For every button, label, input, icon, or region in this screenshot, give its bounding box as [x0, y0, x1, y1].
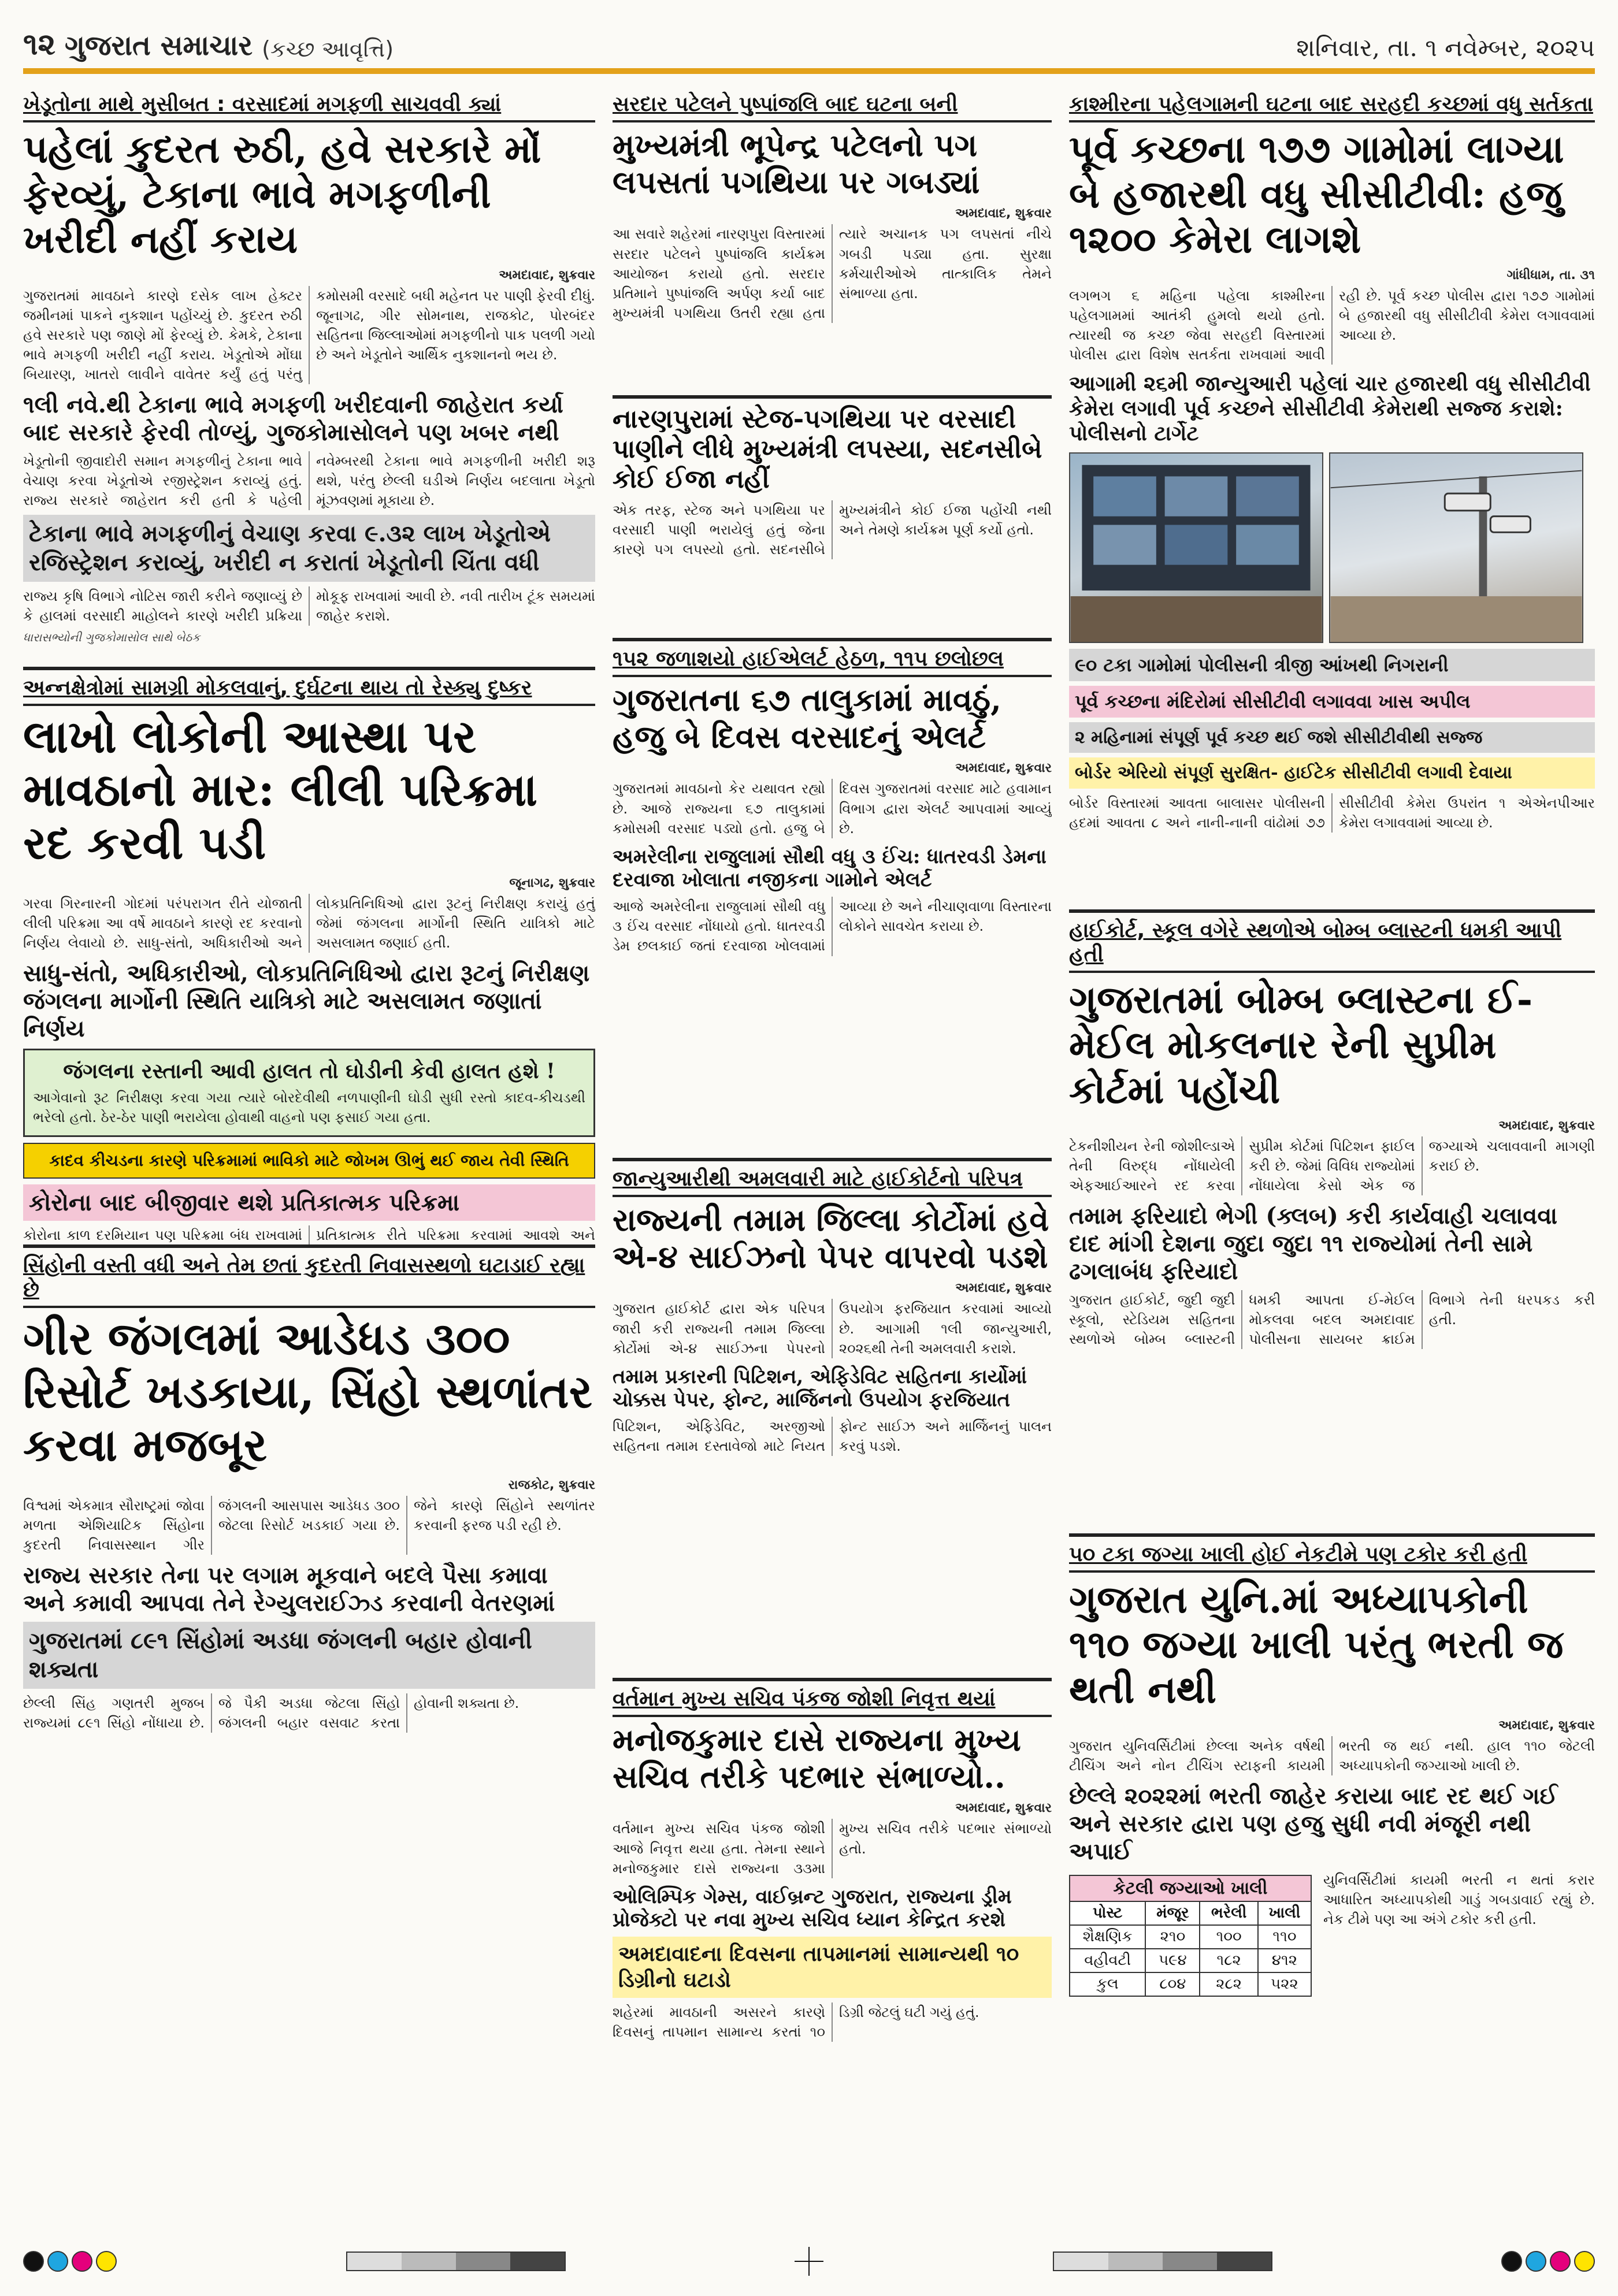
- story-subhead: ૧લી નવે.થી ટેકાના ભાવે મગફળી ખરીદવાની જાહેરાત કર્યા બાદ સરકારે ફેરવી તોળ્યું, ગુજકોમાસોલને પણ ખબર નથી: [23, 391, 563, 447]
- story-kicker: વર્તમાન મુખ્ય સચિવ પંકજ જોશી નિવૃત્ત થયાં: [613, 1687, 1052, 1717]
- monitor-wall-illustration: [1070, 454, 1322, 642]
- story-body: ગુજરાત હાઈકોર્ટ દ્વારા એક પરિપત્ર જારી કરી રાજ્યની તમામ જિલ્લા કોર્ટોમાં એ-૪ સાઈઝના પેપરનો ઉપયોગ ફરજિયાત કરવામાં આવ્યો છે. આગામી ૧લી જાન્યુઆરી, ૨૦૨૬થી તેની અમલવારી કરાશે.: [613, 1301, 1052, 1357]
- story-headline: પૂર્વ કચ્છના ૧૭૭ ગામોમાં લાગ્યા બે હજારથી વધુ સીસીટીવી: હજુ ૧૨૦૦ કેમેરા લાગશે: [1069, 127, 1564, 262]
- table-row: [1070, 1972, 1311, 1996]
- black-dot: [23, 2251, 44, 2272]
- story-subhead: આગામી ૨૬મી જાન્યુઆરી પહેલાં ચાર હજારથી વધુ સીસીટીવી કેમેરા લગાવી પૂર્વ કચ્છને સીસીટીવી કેમેરાથી સજ્જ કરાશે: પોલીસનો ટાર્ગેટ: [1069, 371, 1591, 446]
- story-body: ગુજરાતમાં માવઠાને કારણે દસેક લાખ હેક્ટર જમીનમાં પાકને નુકશાન પહોંચ્યું છે. કુદરત રુઠી હવે સરકારે પણ જાણે મોં ફેરવ્યું છે. કેમકે, ટેકાના ભાવે મગફળી ખરીદી નહીં કરાય. ખેડૂતોએ મોંઘા બિયારણ, ખાતરો લાવીને વાવેતર કર્યું હતું પરંતુ કમોસમી વરસાદે બધી મહેનત પર પાણી ફેરવી દીધું. જૂનાગઢ, ગીર સોમનાથ, રાજકોટ, પોરબંદર સહિતના જિલ્લાઓમાં મગફળીનો પાક પલળી ગયો છે અને ખેડૂતોને આર્થિક નુકશાનનો ભય છે.: [23, 287, 595, 382]
- story-kicker: સરદાર પટેલને પુષ્પાંજલિ બાદ ઘટના બની: [613, 92, 1052, 122]
- story-subhead: છેલ્લે ૨૦૨૨માં ભરતી જાહેર કરાયા બાદ રદ થઈ ગઈ અને સરકાર દ્વારા પણ હજુ સુધી નવી મંજૂરી નથી અપાઈ: [1069, 1782, 1558, 1865]
- magenta-dot: [72, 2251, 92, 2272]
- story-subhead: તમામ ફરિયાદો ભેગી (ક્લબ) કરી કાર્યવાહી ચલાવવા દાદ માંગી દેશના જુદા જુદા ૧૧ રાજ્યોમાં તેની સામે ઢગલાબંધ ફરિયાદો: [1069, 1202, 1558, 1285]
- dateline: અમદાવાદ, શુક્રવાર: [955, 1281, 1052, 1296]
- story-body-2: ખેડૂતોની જીવાદોરી સમાન મગફળીનું ટેકાના ભાવે વેચાણ કરવા ખેડૂતોએ રજીસ્ટ્રેશન કરાવ્યું હતું. રાજ્ય સરકારે જાહેરાત કરી હતી કે પહેલી નવેમ્બરથી ટેકાના ભાવે મગફળીની ખરીદી શરૂ થશે, પરંતુ છેલ્લી ઘડીએ નિર્ણય બદલાતા ખેડૂતો મૂંઝવણમાં મૂકાયા છે.: [23, 453, 595, 509]
- story-headline: નારણપુરામાં સ્ટેજ-પગથિયા પર વરસાદી પાણીને લીધે મુખ્યમંત્રી લપસ્યા, સદનસીબે કોઈ ઈજા નહીં: [613, 404, 1042, 494]
- story-body: વિશ્વમાં એકમાત્ર સૌરાષ્ટ્રમાં જોવા મળતા એશિયાટિક સિંહોના કુદરતી નિવાસસ્થાન ગીર જંગલની આસપાસ આડેધડ ૩૦૦ જેટલા રિસોર્ટ ખડકાઈ ગયા છે. જેને કારણે સિંહોને સ્થળાંતર કરવાની ફરજ પડી રહી છે.: [23, 1498, 595, 1554]
- story-kicker: ૧૫૨ જળાશયો હાઈએલર્ટ હેઠળ, ૧૧૫ છલોછલ: [613, 647, 1052, 677]
- black-dot: [1501, 2251, 1522, 2272]
- table-row: [1070, 1925, 1311, 1949]
- story-body: આ સવારે શહેરમાં નારણપુરા વિસ્તારમાં સરદાર પટેલને પુષ્પાંજલિ કાર્યક્રમ આયોજન કરાયો હતો. સરદાર પ્રતિમાને પુષ્પાંજલિ અર્પણ કર્યા બાદ મુખ્યમંત્રી પગથિયા ઉતરી રહ્યા હતા ત્યારે અચાનક પગ લપસતાં નીચે ગબડી પડ્યા હતા. સુરક્ષા કર્મચારીઓએ તાત્કાલિક તેમને સંભાળ્યા હતા.: [613, 226, 1052, 321]
- sidebar-box: [23, 1049, 595, 1137]
- table-header: ભરેલી: [1200, 1901, 1257, 1925]
- magenta-dot: [1550, 2251, 1571, 2272]
- cyan-dot: [47, 2251, 68, 2272]
- story-headline: પહેલાં કુદરત રુઠી, હવે સરકારે મોં ફેરવ્યું, ટેકાના ભાવે મગફળીની ખરીદી નહીં કરાય: [23, 127, 541, 262]
- vacancy-table: [1069, 1875, 1312, 1997]
- subhead-band: કોરોના બાદ બીજીવાર થશે પ્રતિકાત્મક પરિક્રમા: [23, 1184, 595, 1221]
- story-body: લગભગ ૬ મહિના પહેલા કાશ્મીરના પહેલગામમાં આતંકી હુમલો થયો હતો. ત્યારથી જ કચ્છ જેવા સરહદી વિસ્તારમાં પોલીસ દ્વારા વિશેષ સતર્કતા રાખવામાં આવી રહી છે. પૂર્વ કચ્છ પોલીસ દ્વારા ૧૭૭ ગામોમાં બે હજારથી વધુ સીસીટીવી કેમેરા લગાવવામાં આવ્યા છે.: [1069, 287, 1595, 363]
- table-row-wrap: [1069, 1870, 1595, 2001]
- story-body: ગુજરાતમાં માવઠાનો કેર યથાવત રહ્યો છે. આજે રાજ્યના ૬૭ તાલુકામાં કમોસમી વરસાદ પડ્યો હતો. હજુ બે દિવસ ગુજરાતમાં વરસાદ માટે હવામાન વિભાગ દ્વારા એલર્ટ આપવામાં આવ્યું છે.: [613, 781, 1052, 837]
- table-cell: ૫૨૨: [1258, 1972, 1311, 1996]
- story-cm-slip: [613, 87, 1052, 399]
- story-subhead: અમરેલીના રાજુલામાં સૌથી વધુ ૩ ઈંચ: ધાતરવડી ડેમના દરવાજા ખોલાતા નજીકના ગામોને એલર્ટ: [613, 845, 1046, 892]
- story-headline: ગુજરાત યુનિ.માં અધ્યાપકોની ૧૧૦ જગ્યા ખાલી પરંતુ ભરતી જ થતી નથી: [1069, 1577, 1564, 1712]
- sidebar-box-body: આગેવાનો રૂટ નિરીક્ષણ કરવા ગયા ત્યારે બોરદેવીથી નળપાણીની ઘોડી સુધી રસ્તો કાદવ-કીચડથી ભરેલો હતો. ઠેર-ઠેર પાણી ભરાયેલા હોવાથી વાહનો પણ ફસાઈ ગયા હતા.: [33, 1090, 585, 1126]
- story-headline: રાજ્યની તમામ જિલ્લા કોર્ટોમાં હવે એ-૪ સાઈઝનો પેપર વાપરવો પડશે: [613, 1201, 1049, 1275]
- story-credit: ધારાસભ્યોની ગુજકોમાસોલ સાથે બેઠક: [23, 630, 201, 645]
- table-cell: ૧૧૦: [1258, 1925, 1311, 1949]
- edition-label: (કચ્છ આવૃત્તિ): [262, 36, 394, 62]
- masthead: [23, 23, 1595, 74]
- table-cell: ૧૮૨: [1200, 1949, 1257, 1972]
- story-body-2: શહેરમાં માવઠાની અસરને કારણે દિવસનું તાપમાન સામાન્ય કરતાં ૧૦ ડિગ્રી જેટલું ઘટી ગયું હતું.: [613, 2004, 979, 2041]
- table-cell: ૨૧૦: [1145, 1925, 1200, 1949]
- table-cell: ૧૦૦: [1200, 1925, 1257, 1949]
- table-cell: શૈક્ષણિક: [1070, 1925, 1145, 1949]
- table-header: મંજૂર: [1145, 1901, 1200, 1925]
- table-header-row: [1070, 1901, 1311, 1925]
- story-kicker: અન્નક્ષેત્રોમાં સામગ્રી મોકલવાનું, દુર્ઘટના થાય તો રેસ્ક્યુ દુષ્કર: [23, 676, 595, 706]
- story-kicker: ખેડૂતોના માથે મુસીબત : વરસાદમાં મગફળી સાચવવી ક્યાં: [23, 92, 595, 122]
- table-header: ખાલી: [1258, 1901, 1311, 1925]
- photo-cctv-pole: [1329, 452, 1583, 643]
- subhead-band-3: બોર્ડર એરિયો સંપૂર્ણ સુરક્ષિત- હાઈટેક સીસીટીવી લગાવી દેવાયા: [1069, 757, 1595, 789]
- registration-cross-icon: [795, 2247, 823, 2276]
- story-body: ગરવા ગિરનારની ગોદમાં પરંપરાગત રીતે યોજાતી લીલી પરિક્રમા આ વર્ષે માવઠાને કારણે રદ કરવાનો નિર્ણય લેવાયો છે. સાધુ-સંતો, અધિકારીઓ અને લોકપ્રતિનિધિઓ દ્વારા રૂટનું નિરીક્ષણ કરાયું હતું જેમાં જંગલના માર્ગોની સ્થિતિ યાત્રિકો માટે અસલામત જણાઈ હતી.: [23, 896, 595, 952]
- yellow-dot: [1574, 2251, 1595, 2272]
- story-headline: ગીર જંગલમાં આડેધડ ૩૦૦ રિસોર્ટ ખડકાયા, સિંહો સ્થળાંતર કરવા મજબૂર: [23, 1313, 592, 1472]
- issue-date: શનિવાર, તા. ૧ નવેમ્બર, ૨૦૨૫: [1296, 34, 1595, 62]
- story-naranpura: [613, 399, 1052, 641]
- dateline: અમદાવાદ, શુક્રવાર: [955, 761, 1052, 776]
- subhead-band: પૂર્વ કચ્છના મંદિરોમાં સીસીટીવી લગાવવા ખાસ અપીલ: [1069, 686, 1595, 718]
- story-parikrama: [23, 670, 595, 1248]
- story-rain-alert: [613, 641, 1052, 1161]
- story-subhead: સાધુ-સંતો, અધિકારીઓ, લોકપ્રતિનિધિઓ દ્વારા રૂટનું નિરીક્ષણ જંગલના માર્ગોની સ્થિતિ યાત્રિકો માટે અસલામત જણાતાં નિર્ણય: [23, 960, 590, 1043]
- table-cell: કુલ: [1070, 1972, 1145, 1996]
- story-body: એક તરફ, સ્ટેજ અને પગથિયા પર વરસાદી પાણી ભરાયેલું હતું જેના કારણે પગ લપસ્યો હતો. સદનસીબે મુખ્યમંત્રીને કોઈ ઈજા પહોંચી નથી અને તેમણે કાર્યક્રમ પૂર્ણ કર્યો હતો.: [613, 501, 1052, 558]
- story-kicker: જાન્યુઆરીથી અમલવારી માટે હાઈકોર્ટનો પરિપત્ર: [613, 1167, 1052, 1197]
- story-body-2: યુનિવર્સિટીમાં કાયમી ભરતી ન થતાં કરાર આધારિત અધ્યાપકોથી ગાડું ગબડાવાઈ રહ્યું છે. નેક ટીમે પણ આ અંગે ટકોર કરી હતી.: [1323, 1871, 1595, 1927]
- column-left: [23, 87, 595, 2209]
- story-body-3: રાજ્ય કૃષિ વિભાગે નોટિસ જારી કરીને જણાવ્યું છે કે હાલમાં વરસાદી માહોલને કારણે ખરીદી પ્રક્રિયા મોકૂફ રાખવામાં આવી છે. નવી તારીખ ટૂંક સમયમાં જાહેર કરાશે.: [23, 588, 595, 625]
- story-headline: મનોજકુમાર દાસે રાજ્યના મુખ્ય સચિવ તરીકે પદભાર સંભાળ્યો..: [613, 1721, 1021, 1795]
- column-middle: [613, 87, 1052, 2209]
- story-body: ગુજરાત યુનિવર્સિટીમાં છેલ્લા અનેક વર્ષથી ટીચિંગ અને નોન ટીચિંગ સ્ટાફની કાયમી ભરતી જ થઈ નથી. હાલ ૧૧૦ જેટલી અધ્યાપકોની જગ્યાઓ ખાલી છે.: [1069, 1737, 1595, 1774]
- masthead-left: [23, 27, 394, 62]
- gray-scale-strip-2: [1053, 2252, 1272, 2271]
- dateline: અમદાવાદ, શુક્રવાર: [499, 268, 595, 283]
- dateline: અમદાવાદ, શુક્રવાર: [955, 206, 1052, 221]
- story-a4-paper: [613, 1161, 1052, 1681]
- subhead-band-2: ૨ મહિનામાં સંપૂર્ણ પૂર્વ કચ્છ થઈ જશે સીસીટીવીથી સજ્જ: [1069, 722, 1595, 753]
- story-body-2: પિટિશન, એફિડેવિટ, અરજીઓ સહિતના તમામ દસ્તાવેજો માટે નિયત ફોન્ટ સાઈઝ અને માર્જિનનું પાલન કરવું પડશે.: [613, 1418, 1052, 1455]
- color-dots-left: [23, 2251, 117, 2272]
- story-groundnut: [23, 87, 595, 670]
- story-subhead: તમામ પ્રકારની પિટિશન, એફિડેવિટ સહિતના કાર્યોમાં ચોક્કસ પેપર, ફોન્ટ, માર્જિનનો ઉપયોગ ફરજિયાત: [613, 1365, 1027, 1412]
- callout-yellow: કાદવ કીચડના કારણે પરિક્રમામાં ભાવિકો માટે જોખમ ઊભું થઈ જાય તેવી સ્થિતિ: [23, 1143, 595, 1179]
- color-dots-right: [1501, 2251, 1595, 2272]
- dateline: અમદાવાદ, શુક્રવાર: [955, 1801, 1052, 1816]
- story-body: વર્તમાન મુખ્ય સચિવ પંકજ જોશી આજે નિવૃત્ત થયા હતા. તેમના સ્થાને મનોજકુમાર દાસે રાજ્યના ૩૩મા મુખ્ય સચિવ તરીકે પદભાર સંભાળ્યો હતો.: [613, 1821, 1052, 1877]
- story-kicker: કાશ્મીરના પહેલગામની ઘટના બાદ સરહદી કચ્છમાં વધુ સર્તકતા: [1069, 92, 1595, 122]
- story-body-2: છેલ્લી સિંહ ગણતરી મુજબ રાજ્યમાં ૮૯૧ સિંહો નોંધાયા છે. જે પૈકી અડધા જેટલા સિંહો જંગલની બહાર વસવાટ કરતા હોવાની શક્યતા છે.: [23, 1695, 519, 1732]
- subhead-band: ગુજરાતમાં ૮૯૧ સિંહોમાં અડધા જંગલની બહાર હોવાની શક્યતા: [23, 1622, 595, 1689]
- column-right: [1069, 87, 1595, 2209]
- story-headline: લાખો લોકોની આસ્થા પર માવઠાનો માર: લીલી પરિક્રમા રદ કરવી પડી: [23, 711, 538, 870]
- cctv-pole-illustration: [1330, 454, 1582, 642]
- story-body: ટેકનીશીયન રેની જોશીલ્ડાએ તેની વિરુદ્ધ નોંધાયેલી એફઆઈઆરને રદ કરવા સુપ્રીમ કોર્ટમાં પિટિશન ફાઈલ કરી છે. જેમાં વિવિધ રાજ્યોમાં નોંધાયેલા કેસો એક જ જગ્યાએ ચલાવવાની માગણી કરાઈ છે.: [1069, 1138, 1595, 1194]
- subhead-band: ટેકાના ભાવે મગફળીનું વેચાણ કરવા ૯.૩૨ લાખ ખેડૂતોએ રજિસ્ટ્રેશન કરાવ્યું, ખરીદી ન કરાતાં ખેડૂતોની ચિંતા વધી: [23, 515, 595, 582]
- table-cell: ૮૦૪: [1145, 1972, 1200, 1996]
- table-cell: ૪૧૨: [1258, 1949, 1311, 1972]
- yellow-dot: [96, 2251, 117, 2272]
- dateline: અમદાવાદ, શુક્રવાર: [1498, 1718, 1595, 1733]
- print-registration-marks: [23, 2244, 1595, 2279]
- story-chief-secretary: [613, 1681, 1052, 2201]
- story-subhead: રાજ્ય સરકાર તેના પર લગામ મૂકવાને બદલે પૈસા કમાવા અને કમાવી આપવા તેને રેગ્યુલરાઈઝ્ડ કરવાની વેતરણમાં: [23, 1562, 555, 1617]
- gray-scale-strip: [346, 2252, 566, 2271]
- dateline: જૂનાગઢ, શુક્રવાર: [509, 876, 595, 891]
- cyan-dot: [1526, 2251, 1546, 2272]
- dateline: અમદાવાદ, શુક્રવાર: [1498, 1118, 1595, 1133]
- table-cell: વહીવટી: [1070, 1949, 1145, 1972]
- story-body-2: કોરોના કાળ દરમિયાન પણ પરિક્રમા બંધ રાખવામાં પ્રતિકાત્મક રીતે પરિક્રમા કરવામાં આવશે અને: [23, 1227, 595, 1244]
- story-gujarat-university: [1069, 1537, 1595, 2201]
- photo-row: [1069, 452, 1595, 643]
- sidebar-box-title: જંગલના રસ્તાની આવી હાલત તો ઘોડીની કેવી હાલત હશે !: [63, 1059, 555, 1084]
- story-kicker: ૫૦ ટકા જગ્યા ખાલી હોઈ નેકટીમે પણ ટકોર કરી હતી: [1069, 1543, 1595, 1573]
- story-kicker: હાઈકોર્ટ, સ્કૂલ વગેરે સ્થળોએ બોમ્બ બ્લાસ્ટની ધમકી આપી હતી: [1069, 919, 1595, 973]
- story-body-2: બોર્ડર વિસ્તારમાં આવતા બાલાસર પોલીસની હદમાં આવતા ૮ અને નાની-નાની વાંઢોમાં ૭૭ સીસીટીવી કેમેરા ઉપરાંત ૧ એએનપીઆર કેમેરા લગાવવામાં આવ્યા છે.: [1069, 794, 1595, 831]
- story-headline: ગુજરાતમાં બોમ્બ બ્લાસ્ટના ઈ-મેઈલ મોકલનાર રેની સુપ્રીમ કોર્ટમાં પહોંચી: [1069, 977, 1533, 1112]
- subhead-band: અમદાવાદના દિવસના તાપમાનમાં સામાન્યથી ૧૦ ડિગ્રીનો ઘટાડો: [613, 1937, 1052, 1998]
- story-kutch-cctv: [1069, 87, 1595, 913]
- story-gir-resorts: [23, 1248, 595, 2103]
- page-number: ૧૨: [23, 27, 56, 62]
- story-kicker: સિંહોની વસ્તી વધી અને તેમ છતાં કુદરતી નિવાસસ્થળો ઘટાડાઈ રહ્યા છે: [23, 1254, 595, 1308]
- table-cell: ૫૯૪: [1145, 1949, 1200, 1972]
- story-headline: મુખ્યમંત્રી ભૂપેન્દ્ર પટેલનો પગ લપસતાં પગથિયા પર ગબડ્યાં: [613, 127, 980, 200]
- story-subhead: ઓલિમ્પિક ગેમ્સ, વાઈબ્રન્ટ ગુજરાત, રાજ્યના ડ્રીમ પ્રોજેક્ટો પર નવા મુખ્ય સચિવ ધ્યાન કેન્દ્રિત કરશે: [613, 1885, 1012, 1932]
- vacancy-table-caption: કેટલી જગ્યાઓ ખાલી: [1069, 1875, 1312, 1901]
- story-body-2: ગુજરાત હાઈકોર્ટ, જુદી જુદી સ્કૂલો, સ્ટેડિયમ સહિતના સ્થળોએ બોમ્બ બ્લાસ્ટની ધમકી આપતા ઈ-મેઈલ મોકલવા બદલ અમદાવાદ પોલીસના સાયબર ક્રાઈમ વિભાગે તેની ધરપકડ કરી હતી.: [1069, 1291, 1595, 1348]
- story-body-2: આજે અમરેલીના રાજુલામાં સૌથી વધુ ૩ ઈંચ વરસાદ નોંધાયો હતો. ધાતરવડી ડેમ છલકાઈ જતાં દરવાજા ખોલવામાં આવ્યા છે અને નીચાણવાળા વિસ્તારના લોકોને સાવચેત કરાયા છે.: [613, 898, 1052, 954]
- photo-control-room: [1069, 452, 1323, 643]
- story-bomb-email: [1069, 913, 1595, 1537]
- table-row: [1070, 1949, 1311, 1972]
- dateline: રાજકોટ, શુક્રવાર: [508, 1478, 595, 1493]
- photo-caption: ૯૦ ટકા ગામોમાં પોલીસની ત્રીજી આંખથી નિગરાની: [1069, 649, 1595, 681]
- dateline: ગાંધીધામ, તા. ૩૧: [1506, 268, 1595, 283]
- table-header: પોસ્ટ: [1070, 1901, 1145, 1925]
- newspaper-name: ગુજરાત સમાચાર: [65, 29, 253, 62]
- story-headline: ગુજરાતના ૬૭ તાલુકામાં માવઠું, હજુ બે દિવસ વરસાદનું એલર્ટ: [613, 681, 1001, 755]
- table-cell: ૨૮૨: [1200, 1972, 1257, 1996]
